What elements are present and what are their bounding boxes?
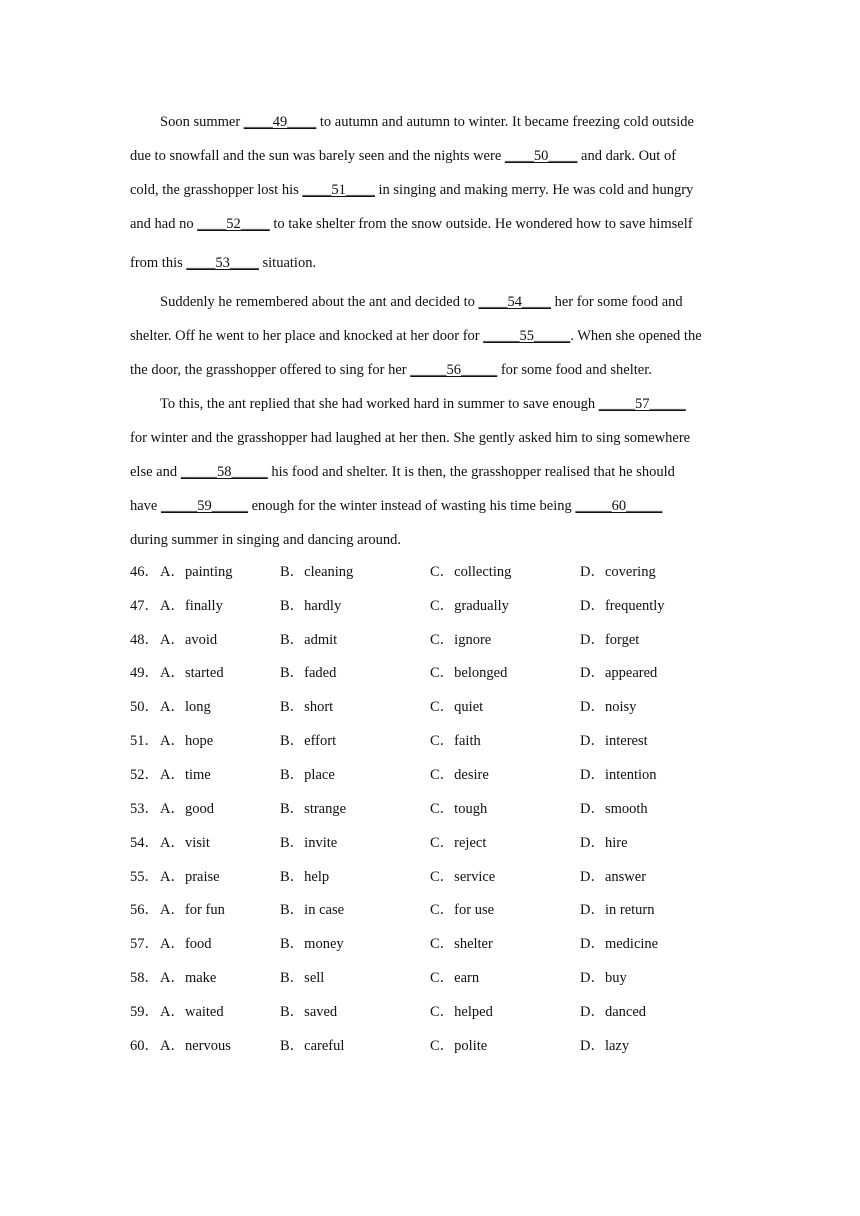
option-b: B．hardly — [280, 598, 342, 614]
question-row — [130, 765, 750, 785]
option-d: D．medicine — [580, 936, 659, 952]
option-d: D．noisy — [580, 699, 637, 715]
option-a: A．time — [160, 767, 211, 783]
option-b: B．cleaning — [280, 564, 354, 580]
option-c: C．quiet — [430, 699, 484, 715]
blank-49: ____49____ — [243, 114, 317, 130]
question-row — [130, 900, 750, 920]
option-a: A．food — [160, 936, 212, 952]
option-b: B．invite — [280, 835, 338, 851]
option-d: D．covering — [580, 564, 656, 580]
question-number: 48． — [130, 632, 159, 648]
passage-line: during summer in singing and dancing around. — [130, 532, 402, 548]
option-b: B．money — [280, 936, 344, 952]
option-d: D．appeared — [580, 665, 658, 681]
question-row — [130, 968, 750, 988]
question-number: 52． — [130, 767, 159, 783]
option-b: B．sell — [280, 970, 325, 986]
question-row — [130, 867, 750, 887]
question-number: 51． — [130, 733, 159, 749]
option-b: B．careful — [280, 1038, 345, 1054]
option-d: D．in return — [580, 902, 655, 918]
option-d: D．interest — [580, 733, 648, 749]
option-c: C．belonged — [430, 665, 508, 681]
passage-line: shelter. Off he went to her place and knocked at her door for _____55_____. When she opened the — [130, 328, 702, 344]
passage-line: To this, the ant replied that she had worked hard in summer to save enough _____57_____ — [160, 396, 686, 412]
passage-line: and had no ____52____ to take shelter from the snow outside. He wondered how to save himself — [130, 216, 693, 232]
option-d: D．buy — [580, 970, 627, 986]
option-a: A．waited — [160, 1004, 224, 1020]
option-b: B．place — [280, 767, 335, 783]
blank-57: _____57_____ — [598, 396, 686, 412]
option-d: D．lazy — [580, 1038, 630, 1054]
question-row — [130, 833, 750, 853]
option-d: D．forget — [580, 632, 640, 648]
option-d: D．frequently — [580, 598, 665, 614]
blank-56: _____56_____ — [410, 362, 498, 378]
option-b: B．short — [280, 699, 334, 715]
question-number: 57． — [130, 936, 159, 952]
question-row — [130, 731, 750, 751]
option-d: D．smooth — [580, 801, 648, 817]
option-c: C．tough — [430, 801, 488, 817]
option-a: A．nervous — [160, 1038, 231, 1054]
question-row — [130, 663, 750, 683]
blank-60: _____60_____ — [575, 498, 663, 514]
option-c: C．faith — [430, 733, 481, 749]
blank-54: ____54____ — [478, 294, 551, 310]
option-b: B．in case — [280, 902, 345, 918]
option-a: A．for fun — [160, 902, 225, 918]
option-a: A．good — [160, 801, 214, 817]
option-b: B．effort — [280, 733, 337, 749]
question-row — [130, 1036, 750, 1056]
question-number: 49． — [130, 665, 159, 681]
option-b: B．help — [280, 869, 330, 885]
option-c: C．collecting — [430, 564, 512, 580]
blank-59: _____59_____ — [161, 498, 248, 514]
blank-51: ____51____ — [302, 182, 375, 198]
option-a: A．painting — [160, 564, 233, 580]
option-c: C．earn — [430, 970, 480, 986]
option-b: B．admit — [280, 632, 338, 648]
option-c: C．helped — [430, 1004, 493, 1020]
blank-50: ____50____ — [504, 148, 578, 164]
option-a: A．avoid — [160, 632, 218, 648]
blank-52: ____52____ — [197, 216, 270, 232]
question-number: 55． — [130, 869, 159, 885]
option-a: A．finally — [160, 598, 223, 614]
question-number: 50． — [130, 699, 159, 715]
option-c: C．service — [430, 869, 496, 885]
question-number: 56． — [130, 902, 159, 918]
blank-58: _____58_____ — [180, 464, 268, 480]
blank-53: ____53____ — [186, 255, 259, 271]
question-row — [130, 1002, 750, 1022]
option-a: A．long — [160, 699, 211, 715]
question-row — [130, 697, 750, 717]
passage-line: else and _____58_____ his food and shelter. It is then, the grasshopper realised that he should — [130, 464, 675, 480]
option-b: B．saved — [280, 1004, 338, 1020]
option-c: C．polite — [430, 1038, 488, 1054]
option-d: D．hire — [580, 835, 628, 851]
option-c: C．reject — [430, 835, 487, 851]
question-row — [130, 630, 750, 650]
passage-line: from this ____53____ situation. — [130, 255, 317, 271]
option-a: A．visit — [160, 835, 210, 851]
option-d: D．danced — [580, 1004, 647, 1020]
question-row — [130, 934, 750, 954]
question-row — [130, 799, 750, 819]
option-a: A．started — [160, 665, 224, 681]
option-a: A．hope — [160, 733, 214, 749]
question-row — [130, 562, 750, 582]
option-b: B．faded — [280, 665, 337, 681]
passage-line: due to snowfall and the sun was barely seen and the nights were ____50____ and dark. Out of — [130, 148, 677, 164]
option-b: B．strange — [280, 801, 347, 817]
option-c: C．ignore — [430, 632, 492, 648]
option-c: C．gradually — [430, 598, 509, 614]
question-number: 46． — [130, 564, 159, 580]
passage-line: for winter and the grasshopper had laughed at her then. She gently asked him to sing somewhere — [130, 430, 691, 446]
question-number: 60． — [130, 1038, 159, 1054]
passage-line: have _____59_____ enough for the winter instead of wasting his time being _____60_____ — [130, 498, 663, 514]
passage-line: the door, the grasshopper offered to sing for her _____56_____ for some food and shelter. — [130, 362, 652, 378]
option-a: A．praise — [160, 869, 220, 885]
passage-line: cold, the grasshopper lost his ____51____ in singing and making merry. He was cold and hungry — [130, 182, 694, 198]
blank-55: _____55_____ — [483, 328, 571, 344]
option-d: D．intention — [580, 767, 657, 783]
option-c: C．desire — [430, 767, 489, 783]
question-number: 53． — [130, 801, 159, 817]
passage-line: Soon summer ____49____ to autumn and autumn to winter. It became freezing cold outside — [160, 114, 694, 130]
question-number: 58． — [130, 970, 159, 986]
question-number: 59． — [130, 1004, 159, 1020]
passage-line: Suddenly he remembered about the ant and decided to ____54____ her for some food and — [160, 294, 683, 310]
option-a: A．make — [160, 970, 217, 986]
question-number: 47． — [130, 598, 159, 614]
option-c: C．shelter — [430, 936, 493, 952]
option-c: C．for use — [430, 902, 495, 918]
option-d: D．answer — [580, 869, 647, 885]
question-number: 54． — [130, 835, 159, 851]
question-row — [130, 596, 750, 616]
